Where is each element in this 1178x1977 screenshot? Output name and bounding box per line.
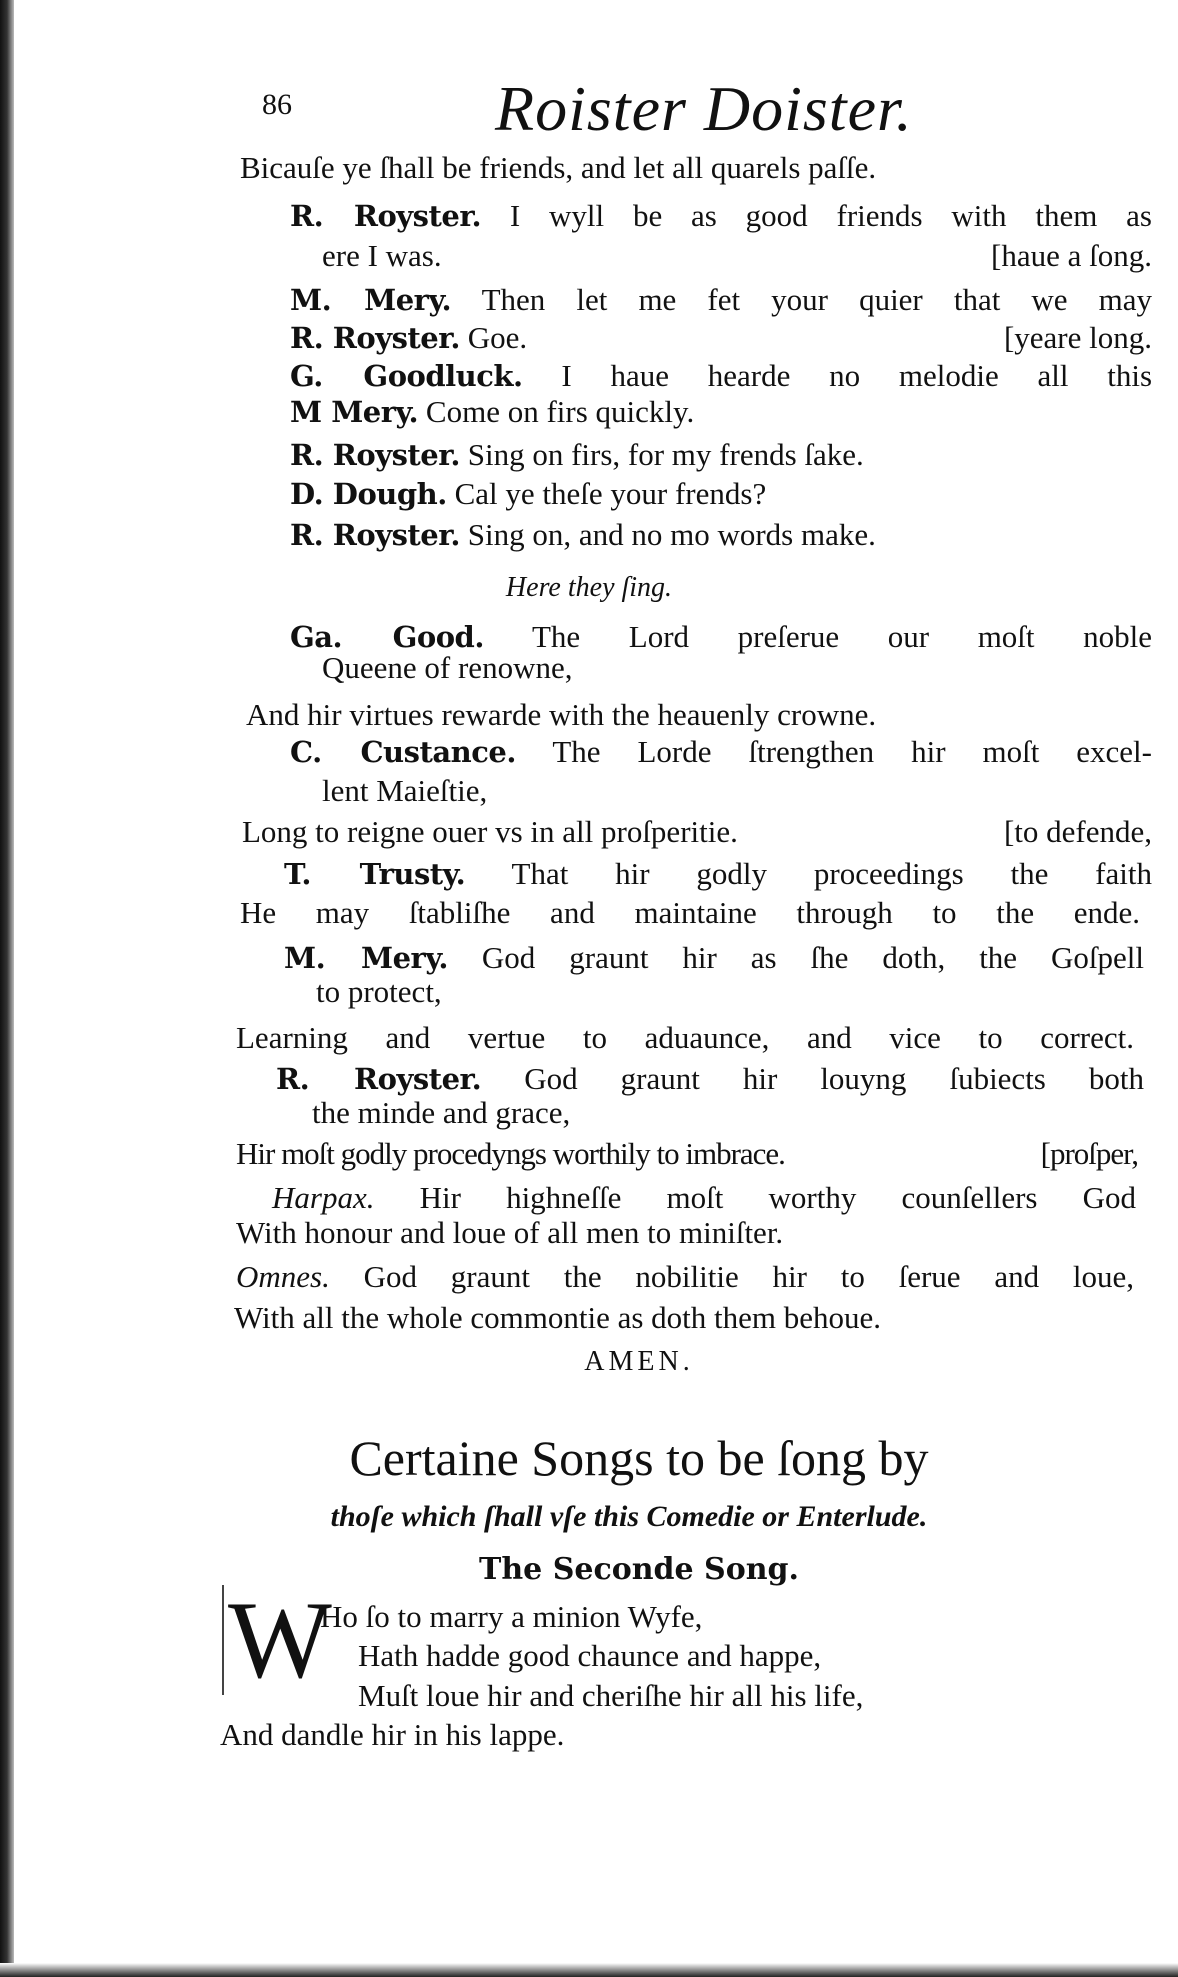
- stage-direction: [proſper,: [1040, 1136, 1138, 1171]
- speech-line: D. Dough. Cal ye theſe your frends?: [290, 476, 767, 511]
- speech-line: R. Royster. Sing on, and no mo words make.: [290, 517, 876, 552]
- speech-line: M Mery. Come on firs quickly.: [290, 394, 695, 429]
- verse-line: And hir virtues rewarde with the heauenly crowne.: [246, 697, 877, 732]
- verse-line: Learning and vertue to aduaunce, and vice to correct.: [236, 1020, 1134, 1055]
- speech-line: M. Mery. God graunt hir as ſhe doth, the Goſpell: [284, 940, 1144, 975]
- speech-line: G. Goodluck. I haue hearde no melodie all this: [290, 358, 1153, 393]
- speech-line: R. Royster. I wyll be as good friends with them as: [290, 198, 1152, 233]
- speech-line: C. Custance. The Lorde ſtrengthen hir moſt excel-: [290, 734, 1152, 769]
- speech-line: M. Mery. Then let me fet your quier that we may: [290, 282, 1152, 317]
- verse-line: Bicauſe ye ſhall be friends, and let all quarels paſſe.: [240, 150, 877, 185]
- verse-line: Hath hadde good chaunce and happe,: [358, 1638, 822, 1673]
- verse-line: lent Maieſtie,: [322, 773, 488, 808]
- ornamental-drop-cap: W: [222, 1585, 332, 1695]
- stage-direction: [yeare long.: [1003, 320, 1152, 355]
- verse-line: Hir moſt godly procedyngs worthily to imbrace. [proſper,: [236, 1136, 1138, 1171]
- speech-line: Omnes. God graunt the nobilitie hir to ſerue and loue,: [236, 1259, 1134, 1294]
- section-subheading: thoſe which ſhall vſe this Comedie or Enterlude.: [330, 1500, 928, 1533]
- verse-line: With honour and loue of all men to miniſter.: [236, 1215, 784, 1250]
- stage-direction: [haue a ſong.: [991, 238, 1152, 273]
- amen: AMEN.: [584, 1346, 694, 1377]
- page-number: 86: [262, 88, 292, 121]
- verse-line: Long to reigne ouer vs in all proſperitie. [to defende,: [242, 814, 1152, 849]
- stage-direction: Here they ſing.: [505, 572, 673, 603]
- verse-line: With all the whole commontie as doth them behoue.: [234, 1300, 882, 1335]
- book-binding-edge: [0, 0, 14, 1977]
- verse-line: And dandle hir in his lappe.: [220, 1717, 565, 1752]
- page-bottom-edge: [0, 1963, 1178, 1977]
- speech-line: R. Royster. Sing on firs, for my frends ſake.: [290, 437, 864, 472]
- verse-line: to protect,: [316, 974, 442, 1009]
- speech-line: Ga. Good. The Lord preſerue our moſt noble: [290, 619, 1153, 654]
- song-title: The Seconde Song.: [479, 1552, 799, 1587]
- stage-direction: [to defende,: [1003, 814, 1152, 849]
- speech-line: R. Royster. Goe. [yeare long.: [290, 320, 1152, 355]
- speech-line: R. Royster. God graunt hir louyng ſubiects both: [276, 1061, 1144, 1096]
- verse-line: ere I was. [haue a ſong.: [322, 238, 1152, 273]
- verse-line: Ho ſo to marry a minion Wyfe,: [320, 1599, 703, 1634]
- running-title: Roister Doister.: [495, 73, 913, 144]
- speech-line: T. Trusty. That hir godly proceedings the faith: [284, 856, 1152, 891]
- verse-line: He may ſtabliſhe and maintaine through to the ende.: [240, 895, 1140, 930]
- verse-line: Muſt loue hir and cheriſhe hir all his life,: [358, 1678, 864, 1713]
- verse-line: Queene of renowne,: [322, 650, 573, 685]
- section-heading: Certaine Songs to be ſong by: [349, 1430, 929, 1486]
- verse-line: the minde and grace,: [312, 1095, 571, 1130]
- speech-line: Harpax. Hir highneſſe moſt worthy counſellers God: [272, 1180, 1137, 1215]
